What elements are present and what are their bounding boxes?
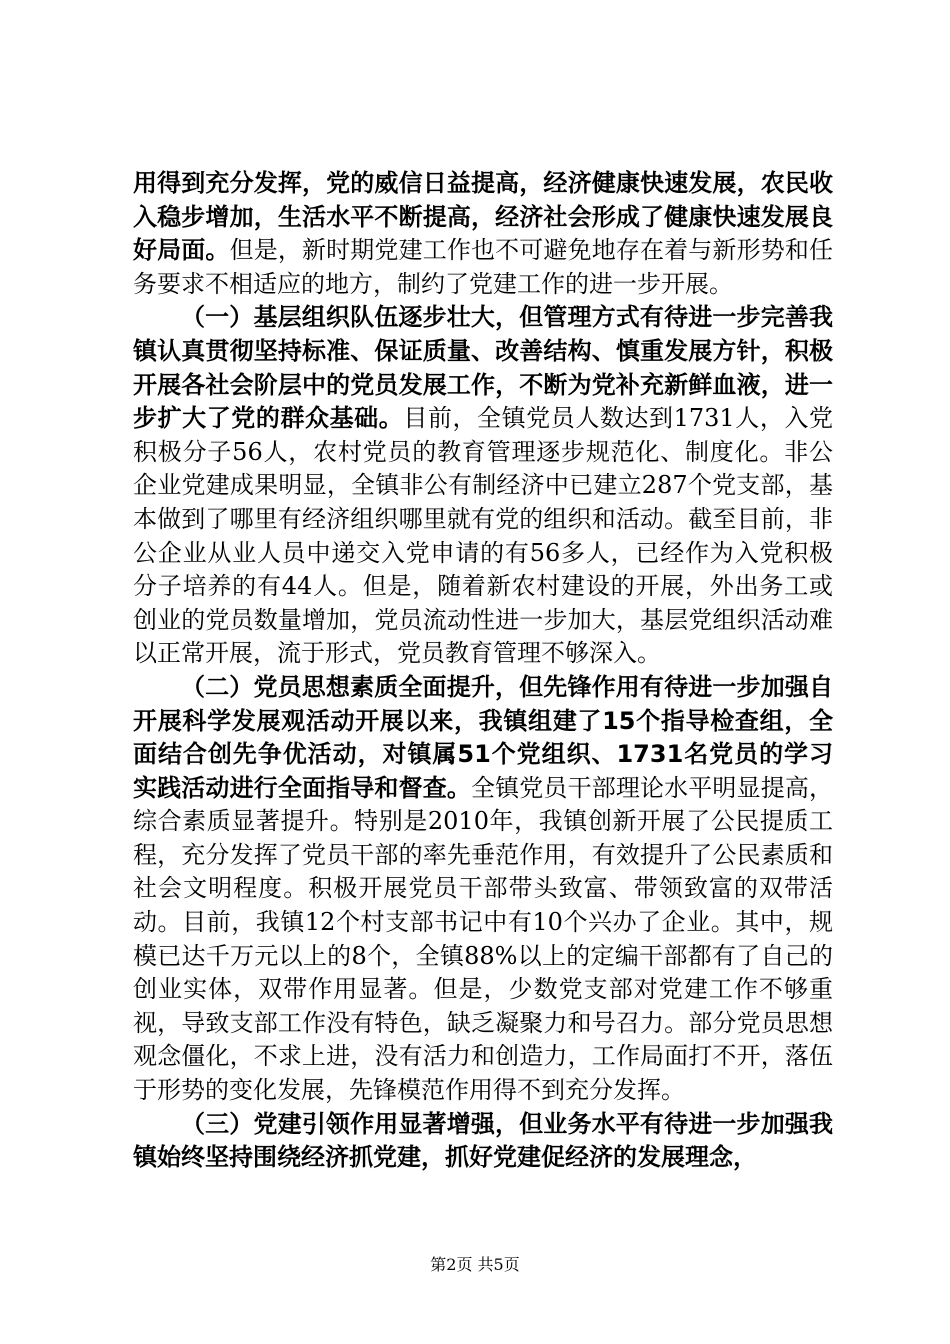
document-body: [133, 167, 833, 1175]
paragraph-intro: [133, 167, 833, 301]
section-heading: （一）基层组织队伍逐步壮大，但管理方式有待进一步完善我镇认真贯彻坚持标准、保证质量、改善结构、慎重发展方针，积极开展各社会阶层中的党员发展工作，不断为党补充新鲜血液，进一步扩大了党的群众基础。: [133, 303, 833, 433]
paragraph-section-3: [133, 1108, 833, 1175]
paragraph-text: 全镇党员干部理论水平明显提高，综合素质显著提升。特别是2010年，我镇创新开展了公民提质工程，充分发挥了党员干部的率先垂范作用，有效提升了公民素质和社会文明程度。积极开展党员干部带头致富、带领致富的双带活动。目前，我镇12个村支部书记中有10个兴办了企业。其中，规模已达千万元以上的8个，全镇88%以上的定编干部都有了自己的创业实体，双带作用显著。但是，少数党支部对党建工作不够重视，导致支部工作没有特色，缺乏凝聚力和号召力。部分党员思想观念僵化，不求上进，没有活力和创造力，工作局面打不开，落伍于形势的变化发展，先锋模范作用得不到充分发挥。: [133, 773, 833, 1105]
paragraph-section-1: [133, 301, 833, 671]
paragraph-section-2: [133, 671, 833, 1108]
paragraph-text: 目前，全镇党员人数达到1731人，入党积极分子56人，农村党员的教育管理逐步规范化、制度化。非公企业党建成果明显，全镇非公有制经济中已建立287个党支部，基本做到了哪里有经济组织哪里就有党的组织和活动。截至目前，非公企业从业人员中递交入党申请的有56多人，已经作为入党积极分子培养的有44人。但是，随着新农村建设的开展，外出务工或创业的党员数量增加，党员流动性进一步加大，基层党组织活动难以正常开展，流于形式，党员教育管理不够深入。: [133, 404, 833, 668]
section-heading: （二）党员思想素质全面提升，但先锋作用有待进一步加强自开展科学发展观活动开展以来，我镇组建了15个指导检查组，全面结合创先争优活动，对镇属51个党组织、1731名党员的学习实践活动进行全面指导和督查。: [133, 672, 833, 802]
paragraph-lead: 用得到充分发挥，党的威信日益提高，经济健康快速发展，农民收入稳步增加，生活水平不断提高，经济社会形成了健康快速发展良好局面。: [133, 169, 833, 265]
section-heading: （三）党建引领作用显著增强，但业务水平有待进一步加强我镇始终坚持围绕经济抓党建，抓好党建促经济的发展理念，: [133, 1109, 833, 1172]
paragraph-text: 但是，新时期党建工作也不可避免地存在着与新形势和任务要求不相适应的地方，制约了党建工作的进一步开展。: [133, 236, 834, 298]
page-number-footer: 第2页 共5页: [430, 1255, 520, 1274]
